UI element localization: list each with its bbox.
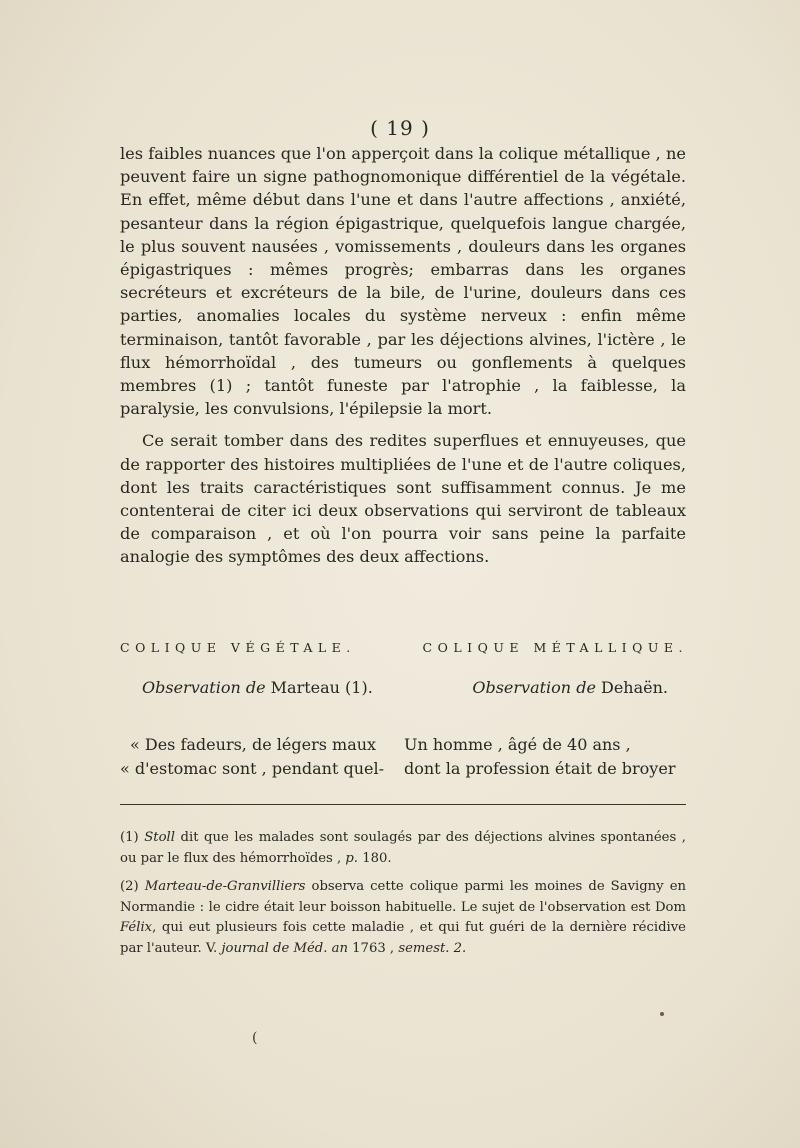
footnote-2 (120, 877, 686, 959)
two-column-text (120, 733, 688, 781)
paper-spot (660, 1012, 664, 1016)
footnotes (120, 828, 686, 967)
header-metallique: COLIQUE MÉTALLIQUE. (422, 640, 688, 655)
footnote-2-semester: semest. 2. (398, 940, 467, 956)
column-left-line-1: « Des fadeurs, de légers maux (130, 735, 377, 754)
observation-right-italic: Observation de (472, 678, 596, 697)
column-headers (120, 640, 688, 655)
footnote-2-number: (2) (120, 879, 139, 894)
footnote-1-ref: p. (345, 850, 358, 866)
column-left-line-2: « d'estomac sont , pendant quel- (120, 759, 385, 778)
footnote-divider (120, 804, 686, 805)
observation-titles (120, 678, 688, 697)
observation-left-name: Marteau (1). (270, 678, 373, 697)
column-left (120, 733, 388, 781)
column-right (404, 733, 688, 781)
observation-left-italic: Observation de (142, 678, 266, 697)
footnote-1-text: dit que les malades sont soulagés par des déjections alvines spontanées , ou par le flux des hémorrhoïdes , (120, 830, 686, 866)
footnote-2-text: observa cette colique parmi les moines de Savigny en Normandie : le cidre était leur boisson habituelle. Le sujet de l'observation est Dom (120, 879, 686, 915)
observation-right-name: Dehaën. (601, 678, 668, 697)
observation-left (142, 678, 373, 697)
footnote-1-number: (1) (120, 830, 139, 845)
stray-mark: ( (252, 1030, 258, 1046)
page-number: ( 19 ) (370, 116, 430, 140)
column-right-line-2: dont la profession était de broyer (404, 759, 676, 778)
paragraph-1: les faibles nuances que l'on apperçoit dans la colique métallique , ne peuvent faire un signe pathognomonique différentiel de la végétale. En effet, même début dans l'une et dans l'autre affections , anxiété, pesanteur dans la région épigastrique, quelquefois langue chargée, le plus souvent nausées , vomissements , douleurs dans les organes épigastriques : mêmes progrès; embarras dans les organes secréteurs et excréteurs de la bile, de l'urine, douleurs dans ces parties, anomalies locales du système nerveux : enfin même terminaison, tantôt favorable , par les déjections alvines, l'ictère , le flux hémorrhoïdal , des tumeurs ou gonflements à quelques membres (1) ; tantôt funeste par l'atrophie , la faiblesse, la paralysie, les convulsions, l'épilepsie la mort. (120, 144, 686, 419)
paragraph-2: Ce serait tomber dans des redites superflues et ennuyeuses, que de rapporter des histoires multipliées de l'une et de l'autre coliques, dont les traits caractéristiques sont suffisamment connus. Je me contenterai de citer ici deux observations qui serviront de tableaux de comparaison , et où l'on pourra voir sans peine la parfaite analogie des symptômes des deux affections. (120, 431, 686, 567)
column-right-line-1: Un homme , âgé de 40 ans , (404, 735, 631, 754)
footnote-2-journal: journal de Méd. an (221, 940, 348, 956)
footnote-2-name: Félix (120, 920, 153, 935)
footnote-1-author: Stoll (144, 830, 175, 845)
footnote-2-author: Marteau-de-Granvilliers (144, 879, 306, 894)
header-vegetale: COLIQUE VÉGÉTALE. (120, 640, 356, 655)
observation-right (472, 678, 668, 697)
footnote-1-page: 180. (358, 850, 392, 866)
footnote-1 (120, 828, 686, 869)
main-text (120, 142, 686, 569)
footnote-2-text-2: , qui eut plusieurs fois cette maladie , et qui fut guéri de la dernière récidive par l'auteur. V. (120, 920, 686, 956)
footnote-2-year: 1763 , (347, 940, 399, 956)
